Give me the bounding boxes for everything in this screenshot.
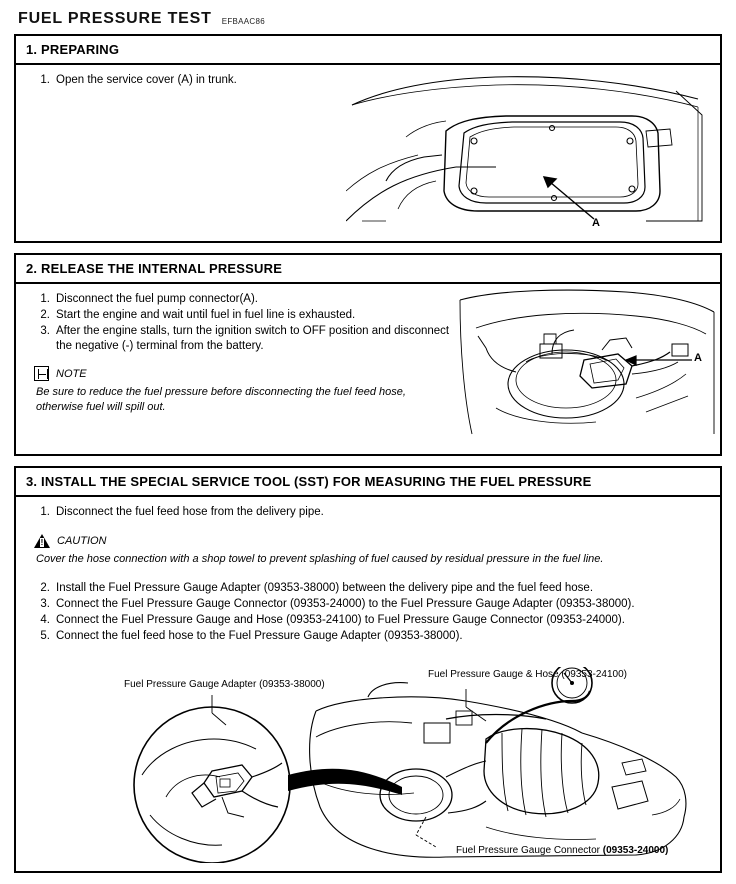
document-header xyxy=(0,0,736,34)
caution-label: CAUTION xyxy=(57,535,107,547)
step-number: 2. xyxy=(40,582,50,594)
note-icon xyxy=(34,366,49,381)
warning-triangle-icon: ! xyxy=(34,534,50,548)
step-number: 1. xyxy=(40,74,50,86)
caution-text: Cover the hose connection with a shop towel to prevent splashing of fuel caused by residual pressure in the fuel line. xyxy=(36,553,604,565)
label-fuel-pressure-gauge-adapter: Fuel Pressure Gauge Adapter (09353-38000) xyxy=(124,679,325,690)
section-preparing xyxy=(14,34,722,243)
caution-block xyxy=(34,534,710,567)
caution-header xyxy=(34,534,710,548)
section-2-heading: 2. RELEASE THE INTERNAL PRESSURE xyxy=(16,255,720,284)
section-3-heading: 3. INSTALL THE SPECIAL SERVICE TOOL (SST) FOR MEASURING THE FUEL PRESSURE xyxy=(16,468,720,497)
step-text: Disconnect the fuel feed hose from the delivery pipe. xyxy=(56,506,324,518)
figure-label-a: A xyxy=(592,217,600,229)
step-text: Connect the fuel feed hose to the Fuel Pressure Gauge Adapter (09353-38000). xyxy=(56,630,463,642)
section-3-body xyxy=(16,497,720,879)
connector-label-code: (09353-24000) xyxy=(602,845,669,856)
step-number: 2. xyxy=(40,309,50,321)
section-install-sst xyxy=(14,466,722,873)
section-2-steps xyxy=(26,292,456,354)
step-number: 3. xyxy=(40,598,50,610)
section-release-pressure xyxy=(14,253,722,456)
step-text: Connect the Fuel Pressure Gauge and Hose (09353-24100) to Fuel Pressure Gauge Connector (09353-24000). xyxy=(56,614,625,626)
list-item xyxy=(26,581,710,596)
section-3-steps-first xyxy=(26,505,710,520)
step-text: Install the Fuel Pressure Gauge Adapter (09353-38000) between the delivery pipe and the fuel feed hose. xyxy=(56,582,594,594)
step-number: 3. xyxy=(40,325,50,337)
label-fuel-pressure-gauge-hose: Fuel Pressure Gauge & Hose (09353-24100) xyxy=(428,669,628,680)
step-number: 5. xyxy=(40,630,50,642)
figure-fuel-pump-connector xyxy=(456,288,718,438)
connector-label-text: Fuel Pressure Gauge Connector xyxy=(456,845,600,856)
list-item xyxy=(26,308,456,323)
service-cover-illustration xyxy=(346,71,706,231)
list-item xyxy=(26,505,710,520)
list-item xyxy=(26,597,710,612)
document-code: EFBAAC86 xyxy=(221,17,266,26)
note-label: NOTE xyxy=(56,367,87,380)
step-number: 1. xyxy=(40,506,50,518)
sst-illustration xyxy=(16,667,706,863)
step-text: Disconnect the fuel pump connector(A). xyxy=(56,293,258,305)
section-3-steps-rest xyxy=(26,581,710,644)
step-text: Open the service cover (A) in trunk. xyxy=(56,74,237,86)
figure-sst-installation xyxy=(16,667,706,863)
step-number: 1. xyxy=(40,293,50,305)
section-1-body xyxy=(16,65,720,249)
list-item xyxy=(26,292,456,307)
note-block xyxy=(34,366,454,415)
step-number: 4. xyxy=(40,614,50,626)
section-1-heading: 1. PREPARING xyxy=(16,36,720,65)
step-text: Start the engine and wait until fuel in fuel line is exhausted. xyxy=(56,309,356,321)
figure-service-cover xyxy=(346,71,706,231)
step-text: After the engine stalls, turn the ignition switch to OFF position and disconnect the negative (-) terminal from the battery. xyxy=(56,325,450,352)
section-2-body xyxy=(16,284,720,462)
fuel-pump-illustration xyxy=(456,288,718,438)
label-fuel-pressure-gauge-connector xyxy=(456,845,668,856)
list-item xyxy=(26,613,710,628)
list-item xyxy=(26,629,710,644)
step-text: Connect the Fuel Pressure Gauge Connector (09353-24000) to the Fuel Pressure Gauge Adapter (09353-38000). xyxy=(56,598,635,610)
list-item xyxy=(26,324,456,354)
note-text: Be sure to reduce the fuel pressure before disconnecting the fuel feed hose, otherwise fuel will spill out. xyxy=(36,386,406,413)
figure-label-a: A xyxy=(694,352,702,364)
note-header xyxy=(34,366,454,381)
page-title: FUEL PRESSURE TEST xyxy=(18,10,212,27)
